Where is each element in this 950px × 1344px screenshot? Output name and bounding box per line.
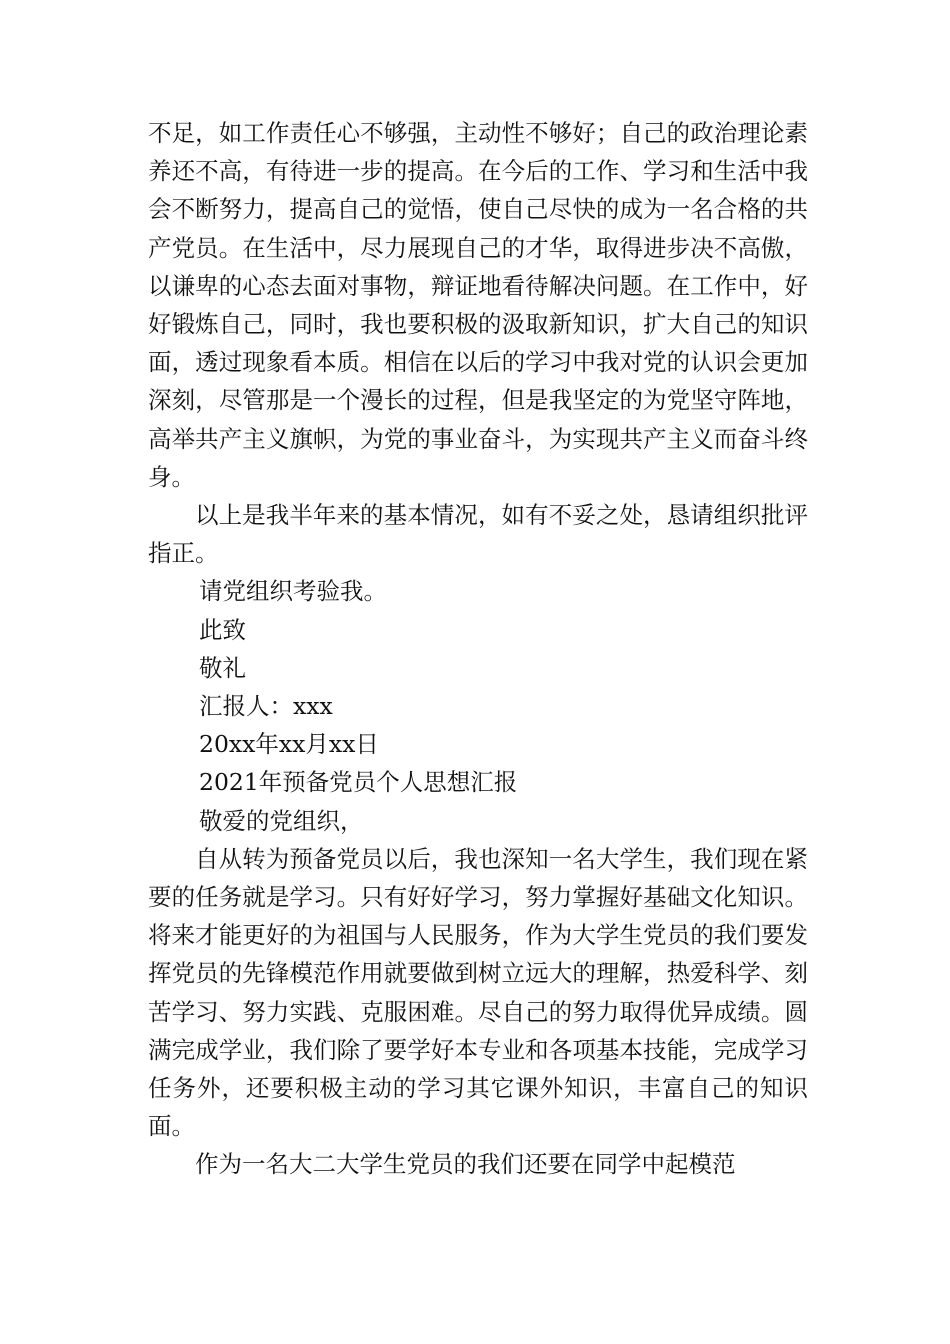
body-paragraph: 作为一名大二大学生党员的我们还要在同学中起模范 xyxy=(195,1150,736,1179)
closing-line: 请党组织考验我。 xyxy=(199,577,387,606)
date-line: 20xx年xx月xx日 xyxy=(199,730,379,759)
salutation-line: 敬礼 xyxy=(199,653,246,682)
salutation-line: 此致 xyxy=(199,615,246,644)
body-paragraph: 以上是我半年来的基本情况，如有不妥之处，恳请组织批评指正。 xyxy=(148,501,808,568)
body-paragraph: 不足，如工作责任心不够强，主动性不够好；自己的政治理论素养还不高，有待进一步的提高。在今后的工作、学习和生活中我会不断努力，提高自己的觉悟，使自己尽快的成为一名合格的共产党员。在生活中，尽力展现自己的才华，取得进步决不高傲，以谦卑的心态去面对事物，辩证地看待解决问题。在工作中，好好锻炼自己，同时，我也要积极的汲取新知识，扩大自己的知识面，透过现象看本质。相信在以后的学习中我对党的认识会更加深刻，尽管那是一个漫长的过程，但是我坚定的为党坚守阵地，高举共产主义旗帜，为党的事业奋斗，为实现共产主义而奋斗终身。 xyxy=(148,119,808,491)
body-paragraph: 自从转为预备党员以后，我也深知一名大学生，我们现在紧要的任务就是学习。只有好好学习，努力掌握好基础文化知识。将来才能更好的为祖国与人民服务，作为大学生党员的我们要发挥党员的先锋模范作用就要做到树立远大的理解，热爱科学、刻苦学习、努力实践、克服困难。尽自己的努力取得优异成绩。圆满完成学业，我们除了要学好本专业和各项基本技能，完成学习任务外，还要积极主动的学习其它课外知识，丰富自己的知识面。 xyxy=(148,844,808,1141)
reporter-line: 汇报人：xxx xyxy=(199,692,333,721)
greeting-line: 敬爱的党组织， xyxy=(199,806,364,835)
section-title: 2021年预备党员个人思想汇报 xyxy=(199,768,518,797)
document-body xyxy=(148,114,808,1184)
